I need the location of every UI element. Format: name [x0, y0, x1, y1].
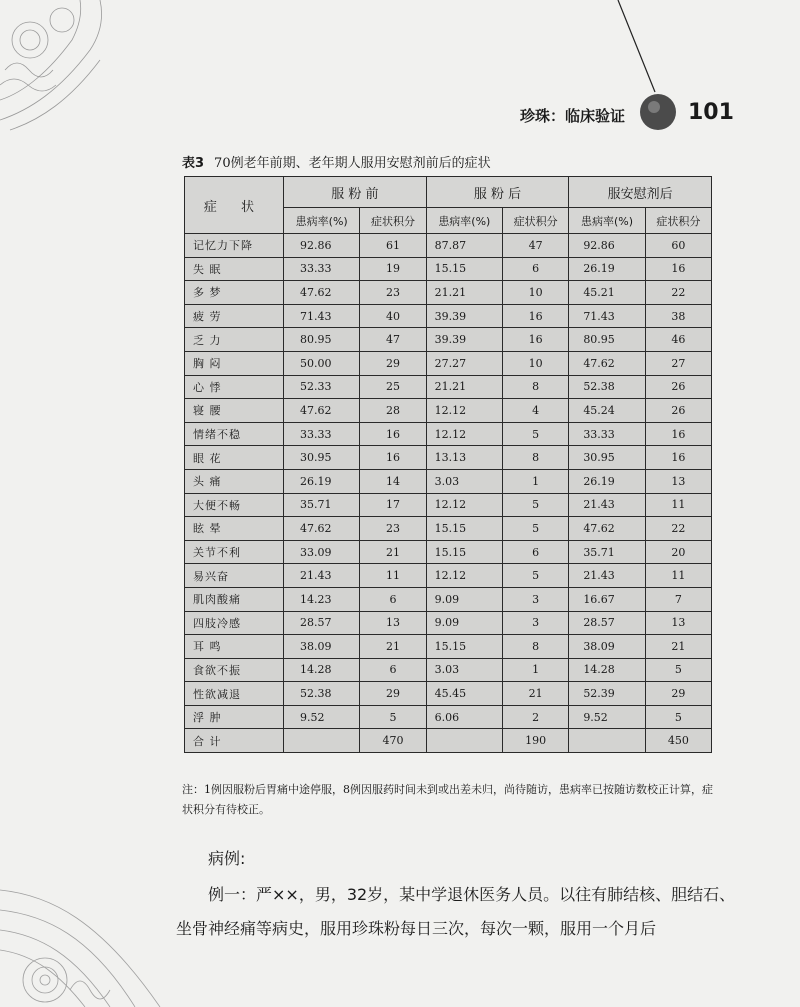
symptom-name-cell: 食欲不振: [185, 658, 284, 682]
value-cell: 80.95: [569, 328, 645, 352]
table-row: [185, 281, 712, 305]
symptom-name-cell: 性欲减退: [185, 682, 284, 706]
value-cell: 30.95: [569, 446, 645, 470]
value-cell: 40: [360, 304, 426, 328]
table-row: [185, 304, 712, 328]
value-cell: 45.45: [426, 682, 502, 706]
value-cell: 20: [645, 540, 711, 564]
subheader-score: 症状积分: [645, 208, 711, 234]
value-cell: 26: [645, 399, 711, 423]
table-row: [185, 540, 712, 564]
value-cell: 6: [360, 587, 426, 611]
symptom-name-cell: 寝 腰: [185, 399, 284, 423]
value-cell: 16: [503, 328, 569, 352]
table-row: [185, 564, 712, 588]
table-row: [185, 682, 712, 706]
value-cell: 33.33: [284, 422, 360, 446]
group-header-after: 服 粉 后: [426, 177, 569, 208]
value-cell: 3: [503, 587, 569, 611]
value-cell: 1: [503, 469, 569, 493]
value-cell: 92.86: [284, 234, 360, 258]
value-cell: 39.39: [426, 328, 502, 352]
corner-ornament-top-left: [0, 0, 120, 140]
symptom-column-header: 症 状: [185, 177, 284, 234]
value-cell: 6: [503, 257, 569, 281]
value-cell: 47.62: [284, 281, 360, 305]
value-cell: 14.28: [284, 658, 360, 682]
table-row: [185, 257, 712, 281]
table-row: [185, 234, 712, 258]
value-cell: 23: [360, 517, 426, 541]
subheader-score: 症状积分: [360, 208, 426, 234]
page-number: 101: [688, 100, 734, 125]
table-row: [185, 469, 712, 493]
value-cell: 33.33: [284, 257, 360, 281]
value-cell: 21.43: [569, 493, 645, 517]
value-cell: 11: [360, 564, 426, 588]
value-cell: 27.27: [426, 351, 502, 375]
table-row: [185, 658, 712, 682]
value-cell: 71.43: [284, 304, 360, 328]
value-cell: 14: [360, 469, 426, 493]
value-cell: 71.43: [569, 304, 645, 328]
value-cell: 11: [645, 564, 711, 588]
value-cell: 21.21: [426, 375, 502, 399]
value-cell: 47.62: [284, 399, 360, 423]
value-cell: 6.06: [426, 705, 502, 729]
value-cell: 5: [503, 493, 569, 517]
symptom-name-cell: 多 梦: [185, 281, 284, 305]
symptom-name-cell: 记忆力下降: [185, 234, 284, 258]
symptom-name-cell: 乏 力: [185, 328, 284, 352]
symptom-name-cell: 失 眠: [185, 257, 284, 281]
value-cell: 21.21: [426, 281, 502, 305]
value-cell: 26: [645, 375, 711, 399]
value-cell: 35.71: [569, 540, 645, 564]
value-cell: 29: [360, 351, 426, 375]
value-cell: 5: [503, 564, 569, 588]
value-cell: 28.57: [284, 611, 360, 635]
table-label: 表3: [182, 156, 205, 171]
value-cell: 7: [645, 587, 711, 611]
value-cell: 22: [645, 281, 711, 305]
value-cell: 47.62: [569, 351, 645, 375]
value-cell: 35.71: [284, 493, 360, 517]
value-cell: 5: [360, 705, 426, 729]
value-cell: 13: [645, 469, 711, 493]
value-cell: 12.12: [426, 493, 502, 517]
value-cell: 45.24: [569, 399, 645, 423]
value-cell: 80.95: [284, 328, 360, 352]
case-heading: 病例:: [208, 849, 246, 868]
value-cell: 21.43: [284, 564, 360, 588]
value-cell: 12.12: [426, 564, 502, 588]
value-cell: 19: [360, 257, 426, 281]
value-cell: 28: [360, 399, 426, 423]
corner-ornament-bottom-left: [0, 850, 180, 1007]
value-cell: 10: [503, 351, 569, 375]
subheader-rate: 患病率(%): [284, 208, 360, 234]
value-cell: 14.28: [569, 658, 645, 682]
value-cell: 1: [503, 658, 569, 682]
total-value-cell: 190: [503, 729, 569, 753]
value-cell: 17: [360, 493, 426, 517]
body-text: [176, 842, 736, 946]
value-cell: 4: [503, 399, 569, 423]
value-cell: 16.67: [569, 587, 645, 611]
table-row: [185, 493, 712, 517]
value-cell: 21: [360, 540, 426, 564]
total-value-cell: 470: [360, 729, 426, 753]
value-cell: 16: [645, 257, 711, 281]
table-row: [185, 422, 712, 446]
value-cell: 60: [645, 234, 711, 258]
table-row: [185, 446, 712, 470]
value-cell: 21: [645, 635, 711, 659]
value-cell: 16: [360, 422, 426, 446]
value-cell: 5: [645, 705, 711, 729]
total-value-cell: 450: [645, 729, 711, 753]
subheader-rate: 患病率(%): [569, 208, 645, 234]
value-cell: 28.57: [569, 611, 645, 635]
total-value-cell: [569, 729, 645, 753]
value-cell: 50.00: [284, 351, 360, 375]
table-row: [185, 635, 712, 659]
value-cell: 52.38: [569, 375, 645, 399]
value-cell: 47: [503, 234, 569, 258]
value-cell: 9.09: [426, 611, 502, 635]
value-cell: 16: [360, 446, 426, 470]
value-cell: 9.52: [569, 705, 645, 729]
value-cell: 27: [645, 351, 711, 375]
value-cell: 16: [645, 446, 711, 470]
subheader-rate: 患病率(%): [426, 208, 502, 234]
value-cell: 14.23: [284, 587, 360, 611]
value-cell: 21.43: [569, 564, 645, 588]
value-cell: 6: [360, 658, 426, 682]
value-cell: 45.21: [569, 281, 645, 305]
value-cell: 21: [360, 635, 426, 659]
table-row: [185, 611, 712, 635]
value-cell: 30.95: [284, 446, 360, 470]
table-row: [185, 587, 712, 611]
value-cell: 6: [503, 540, 569, 564]
value-cell: 11: [645, 493, 711, 517]
value-cell: 16: [503, 304, 569, 328]
table-caption-text: 70例老年前期、老年期人服用安慰剂前后的症状: [214, 156, 491, 171]
value-cell: 9.09: [426, 587, 502, 611]
value-cell: 15.15: [426, 517, 502, 541]
value-cell: 39.39: [426, 304, 502, 328]
value-cell: 21: [503, 682, 569, 706]
value-cell: 5: [503, 517, 569, 541]
symptom-name-cell: 疲 劳: [185, 304, 284, 328]
case-paragraph: 例一：严××，男，32岁，某中学退休医务人员。以往有肺结核、胆结石、坐骨神经痛等病史，服用珍珠粉每日三次，每次一颗，服用一个月后: [176, 885, 736, 938]
value-cell: 15.15: [426, 540, 502, 564]
value-cell: 9.52: [284, 705, 360, 729]
value-cell: 22: [645, 517, 711, 541]
value-cell: 26.19: [284, 469, 360, 493]
value-cell: 33.09: [284, 540, 360, 564]
header-circle-icon: [638, 92, 678, 132]
running-header-title: 珍珠：临床验证: [520, 107, 626, 125]
value-cell: 47.62: [284, 517, 360, 541]
group-header-before: 服 粉 前: [284, 177, 427, 208]
value-cell: 13: [360, 611, 426, 635]
symptom-name-cell: 易兴奋: [185, 564, 284, 588]
value-cell: 61: [360, 234, 426, 258]
value-cell: 3.03: [426, 658, 502, 682]
symptom-name-cell: 头 痛: [185, 469, 284, 493]
value-cell: 52.38: [284, 682, 360, 706]
table-row: [185, 517, 712, 541]
symptom-name-cell: 大便不畅: [185, 493, 284, 517]
value-cell: 3: [503, 611, 569, 635]
symptom-name-cell: 四肢冷感: [185, 611, 284, 635]
value-cell: 8: [503, 635, 569, 659]
table-row: [185, 351, 712, 375]
value-cell: 38.09: [569, 635, 645, 659]
value-cell: 13.13: [426, 446, 502, 470]
total-row: [185, 729, 712, 753]
value-cell: 25: [360, 375, 426, 399]
value-cell: 3.03: [426, 469, 502, 493]
value-cell: 38: [645, 304, 711, 328]
table-row: [185, 705, 712, 729]
value-cell: 5: [503, 422, 569, 446]
table-body: [185, 234, 712, 753]
total-value-cell: [426, 729, 502, 753]
symptom-name-cell: 关节不利: [185, 540, 284, 564]
value-cell: 47.62: [569, 517, 645, 541]
symptom-name-cell: 眩 晕: [185, 517, 284, 541]
subheader-score: 症状积分: [503, 208, 569, 234]
value-cell: 2: [503, 705, 569, 729]
value-cell: 16: [645, 422, 711, 446]
value-cell: 15.15: [426, 635, 502, 659]
value-cell: 23: [360, 281, 426, 305]
symptom-name-cell: 眼 花: [185, 446, 284, 470]
value-cell: 5: [645, 658, 711, 682]
total-label: 合 计: [185, 729, 284, 753]
value-cell: 15.15: [426, 257, 502, 281]
value-cell: 26.19: [569, 257, 645, 281]
symptom-name-cell: 胸 闷: [185, 351, 284, 375]
value-cell: 38.09: [284, 635, 360, 659]
value-cell: 29: [645, 682, 711, 706]
value-cell: 8: [503, 446, 569, 470]
value-cell: 46: [645, 328, 711, 352]
value-cell: 92.86: [569, 234, 645, 258]
table-row: [185, 375, 712, 399]
value-cell: 26.19: [569, 469, 645, 493]
table-row: [185, 399, 712, 423]
table-row: [185, 328, 712, 352]
table-note: 注：1例因服粉后胃痛中途停服，8例因服药时间未到或出差未归，尚待随访，患病率已按随访数校正计算，症状积分有待校正。: [182, 783, 713, 816]
group-header-placebo: 服安慰剂后: [569, 177, 712, 208]
value-cell: 52.39: [569, 682, 645, 706]
value-cell: 12.12: [426, 399, 502, 423]
value-cell: 12.12: [426, 422, 502, 446]
symptom-name-cell: 心 悸: [185, 375, 284, 399]
value-cell: 13: [645, 611, 711, 635]
value-cell: 52.33: [284, 375, 360, 399]
value-cell: 33.33: [569, 422, 645, 446]
total-value-cell: [284, 729, 360, 753]
table-caption: [182, 152, 491, 171]
value-cell: 29: [360, 682, 426, 706]
value-cell: 87.87: [426, 234, 502, 258]
value-cell: 10: [503, 281, 569, 305]
symptom-name-cell: 情绪不稳: [185, 422, 284, 446]
value-cell: 47: [360, 328, 426, 352]
symptom-name-cell: 浮 肿: [185, 705, 284, 729]
value-cell: 8: [503, 375, 569, 399]
symptom-name-cell: 肌肉酸痛: [185, 587, 284, 611]
symptom-name-cell: 耳 鸣: [185, 635, 284, 659]
symptom-table: [184, 176, 712, 753]
